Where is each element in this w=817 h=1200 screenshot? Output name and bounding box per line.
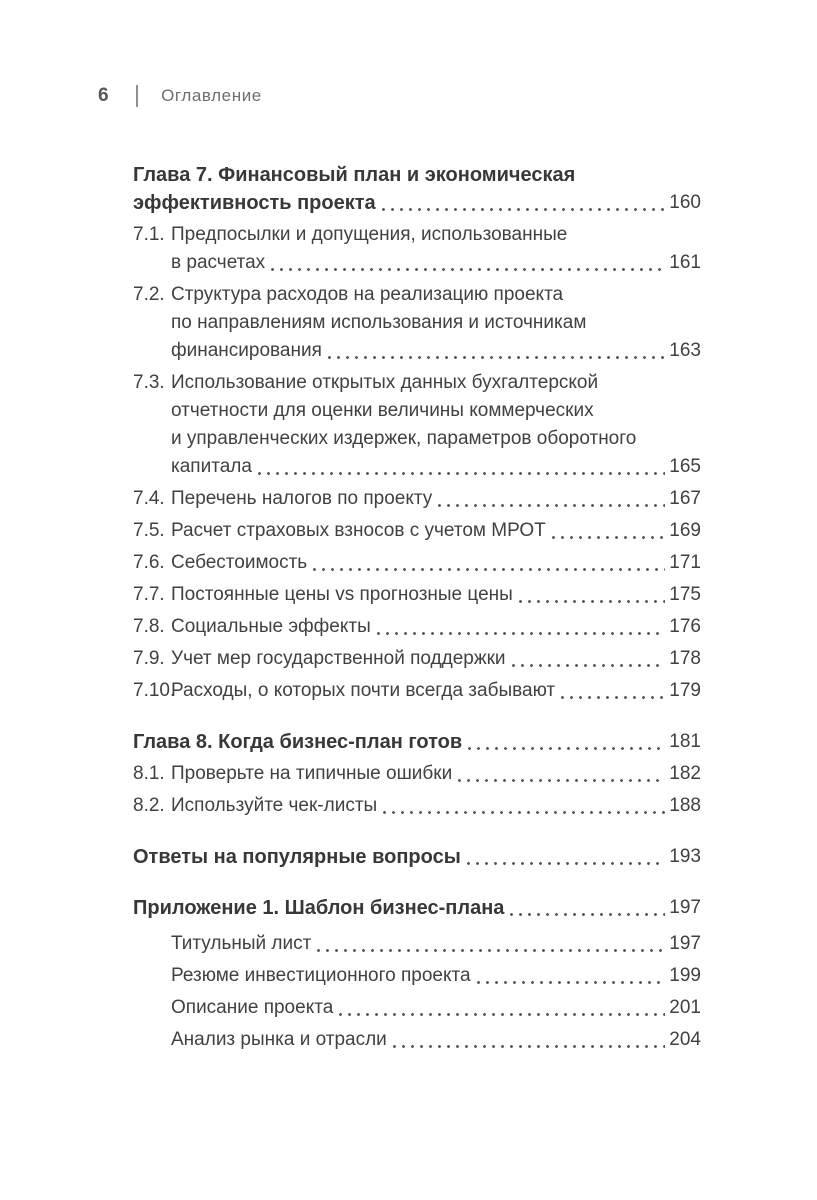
- toc-entry-number: 7.8.: [133, 616, 165, 637]
- toc-entry[interactable]: [133, 485, 701, 513]
- toc-entry-number: 7.3.: [133, 372, 165, 393]
- toc-entry-text: эффективность проекта: [133, 192, 376, 214]
- dot-leader: [377, 792, 669, 820]
- toc-entry-text: и управленческих издержек, параметров оборотного: [171, 428, 637, 449]
- toc-entry[interactable]: [133, 792, 701, 820]
- toc-entry-page: 204: [669, 1029, 701, 1050]
- toc-entry-body: [171, 792, 701, 820]
- toc-entry-text: Используйте чек-листы: [171, 795, 378, 816]
- toc-entry[interactable]: [133, 369, 701, 481]
- header-title: Оглавление: [161, 86, 262, 105]
- toc-entry-line: [171, 760, 701, 788]
- toc-entry-line: [171, 337, 701, 365]
- toc-entry-line: [171, 485, 701, 513]
- toc-entry-body: [171, 994, 701, 1022]
- header-divider: [136, 85, 138, 107]
- toc-entry-body: [171, 930, 701, 958]
- toc-entry-line: [171, 249, 701, 277]
- toc-entry-line: [171, 994, 701, 1022]
- page-header: [98, 84, 262, 108]
- toc-entry-text: Ответы на популярные вопросы: [133, 846, 461, 868]
- toc-entry[interactable]: [133, 581, 701, 609]
- toc-entry-text: Резюме инвестиционного проекта: [171, 965, 471, 986]
- toc-entry-line: [171, 517, 701, 545]
- toc-entry-number: 8.1.: [133, 763, 165, 784]
- toc-entry-text: отчетности для оценки величины коммерческих: [171, 400, 594, 421]
- toc-entry-line: [171, 549, 701, 577]
- toc-entry-text: финансирования: [171, 340, 322, 361]
- toc-entry-page: 182: [669, 763, 701, 784]
- toc-entry-body: [171, 677, 701, 705]
- toc-entry-text: Титульный лист: [171, 933, 312, 954]
- toc-entry[interactable]: [133, 994, 701, 1022]
- toc-entry-line: [171, 309, 701, 337]
- toc-entry-line: [171, 962, 701, 990]
- toc-entry-line: [171, 677, 701, 705]
- toc-entry-text: Проверьте на типичные ошибки: [171, 763, 453, 784]
- dot-leader: [555, 677, 669, 705]
- toc-entry-text: Глава 8. Когда бизнес-план готов: [133, 731, 463, 753]
- toc-entry[interactable]: [133, 760, 701, 788]
- toc-entry[interactable]: [133, 221, 701, 277]
- toc-entry-line: [171, 1026, 701, 1054]
- toc-entry-line: [133, 161, 701, 189]
- dot-leader: [322, 337, 669, 365]
- toc-entry-line: [171, 581, 701, 609]
- toc-entry-page: 165: [669, 456, 701, 477]
- dot-leader: [371, 613, 670, 641]
- toc-entry[interactable]: [133, 930, 701, 958]
- toc-entry-body: [133, 728, 701, 756]
- toc-entry-page: 161: [669, 252, 701, 273]
- toc-entry-text: Структура расходов на реализацию проекта: [171, 284, 564, 305]
- dot-leader: [265, 249, 669, 277]
- dot-leader: [307, 549, 669, 577]
- toc-entry-text: Постоянные цены vs прогнозные цены: [171, 584, 513, 605]
- toc-entry[interactable]: [133, 281, 701, 365]
- toc-entry-number: 7.6.: [133, 552, 165, 573]
- toc-entry-line: [133, 189, 701, 217]
- toc-entry-text: Глава 7. Финансовый план и экономическая: [133, 164, 576, 186]
- toc-entry-page: 171: [669, 552, 701, 573]
- toc-entry-page: 163: [669, 340, 701, 361]
- toc-entry-text: Использование открытых данных бухгалтерской: [171, 372, 599, 393]
- dot-leader: [311, 930, 669, 958]
- toc-entry-line: [171, 453, 701, 481]
- dot-leader: [546, 517, 670, 545]
- toc-entry-body: [171, 485, 701, 513]
- toc-entry[interactable]: [133, 161, 701, 217]
- toc-entry-text: Учет мер государственной поддержки: [171, 648, 506, 669]
- toc-entry-line: [171, 221, 701, 249]
- toc-entry-line: [133, 843, 701, 871]
- dot-leader: [506, 645, 670, 673]
- toc-entry-number: 7.7.: [133, 584, 165, 605]
- toc-entry[interactable]: [133, 677, 701, 705]
- toc-entry-text: капитала: [171, 456, 252, 477]
- toc-entry-number: 7.5.: [133, 520, 165, 541]
- toc-entry-text: Предпосылки и допущения, использованные: [171, 224, 568, 245]
- toc-entry-text: Описание проекта: [171, 997, 334, 1018]
- toc-list: [133, 161, 701, 1058]
- toc-entry-body: [171, 549, 701, 577]
- dot-leader: [471, 962, 670, 990]
- toc-entry-number: 7.1.: [133, 224, 165, 245]
- toc-entry-line: [133, 728, 701, 756]
- toc-entry-text: Перечень налогов по проекту: [171, 488, 433, 509]
- toc-entry-page: 193: [669, 846, 701, 867]
- toc-entry-page: 178: [669, 648, 701, 669]
- toc-entry-number: 7.2.: [133, 284, 165, 305]
- toc-entry-body: [171, 281, 701, 365]
- toc-entry-line: [171, 613, 701, 641]
- dot-leader: [387, 1026, 670, 1054]
- toc-entry-page: 201: [669, 997, 701, 1018]
- toc-entry-line: [171, 369, 701, 397]
- dot-leader: [376, 189, 670, 217]
- toc-entry-body: [171, 962, 701, 990]
- toc-entry[interactable]: [133, 1026, 701, 1054]
- toc-entry-page: 169: [669, 520, 701, 541]
- toc-entry[interactable]: [133, 549, 701, 577]
- toc-entry-body: [171, 1026, 701, 1054]
- toc-entry[interactable]: [133, 613, 701, 641]
- toc-entry-line: [171, 397, 701, 425]
- toc-entry-text: Расходы, о которых почти всегда забывают: [171, 680, 556, 701]
- toc-entry-page: 176: [669, 616, 701, 637]
- toc-entry-line: [171, 425, 701, 453]
- toc-entry[interactable]: [133, 645, 701, 673]
- folio-page-number: 6: [98, 85, 110, 106]
- toc-entry[interactable]: [133, 894, 701, 922]
- toc-entry-body: [171, 581, 701, 609]
- toc-entry-text: Анализ рынка и отрасли: [171, 1029, 387, 1050]
- toc-entry-body: [133, 894, 701, 922]
- toc-entry[interactable]: [133, 843, 701, 871]
- dot-leader: [252, 453, 669, 481]
- toc-entry-body: [171, 221, 701, 277]
- toc-entry-page: 167: [669, 488, 701, 509]
- dot-leader: [333, 994, 669, 1022]
- toc-entry-page: 181: [669, 731, 701, 752]
- toc-entry-line: [133, 894, 701, 922]
- toc-entry-line: [171, 930, 701, 958]
- dot-leader: [504, 894, 669, 922]
- toc-entry-body: [171, 369, 701, 481]
- dot-leader: [461, 843, 669, 871]
- toc-entry-page: 197: [669, 897, 701, 918]
- toc-entry-page: 199: [669, 965, 701, 986]
- toc-entry-line: [171, 281, 701, 309]
- toc-entry-page: 188: [669, 795, 701, 816]
- toc-entry[interactable]: [133, 517, 701, 545]
- toc-entry-body: [133, 161, 701, 217]
- toc-entry-text: Себестоимость: [171, 552, 308, 573]
- dot-leader: [513, 581, 670, 609]
- toc-entry-line: [171, 792, 701, 820]
- toc-entry-text: в расчетах: [171, 252, 266, 273]
- toc-entry-page: 175: [669, 584, 701, 605]
- toc-entry-body: [133, 843, 701, 871]
- toc-entry-body: [171, 517, 701, 545]
- dot-leader: [432, 485, 669, 513]
- toc-entry-text: по направлениям использования и источникам: [171, 312, 587, 333]
- toc-entry-page: 179: [669, 680, 701, 701]
- dot-leader: [462, 728, 669, 756]
- toc-entry-body: [171, 645, 701, 673]
- toc-entry[interactable]: [133, 962, 701, 990]
- toc-entry-body: [171, 760, 701, 788]
- toc-entry-text: Социальные эффекты: [171, 616, 371, 637]
- toc-entry-page: 197: [669, 933, 701, 954]
- toc-entry-text: Расчет страховых взносов с учетом МРОТ: [171, 520, 546, 541]
- toc-entry-text: Приложение 1. Шаблон бизнес-плана: [133, 897, 505, 919]
- toc-entry-number: 8.2.: [133, 795, 165, 816]
- toc-entry-line: [171, 645, 701, 673]
- toc-entry-number: 7.10.: [133, 680, 176, 701]
- toc-entry[interactable]: [133, 728, 701, 756]
- toc-entry-page: 160: [669, 192, 701, 213]
- dot-leader: [452, 760, 669, 788]
- toc-entry-number: 7.4.: [133, 488, 165, 509]
- toc-entry-number: 7.9.: [133, 648, 165, 669]
- toc-entry-body: [171, 613, 701, 641]
